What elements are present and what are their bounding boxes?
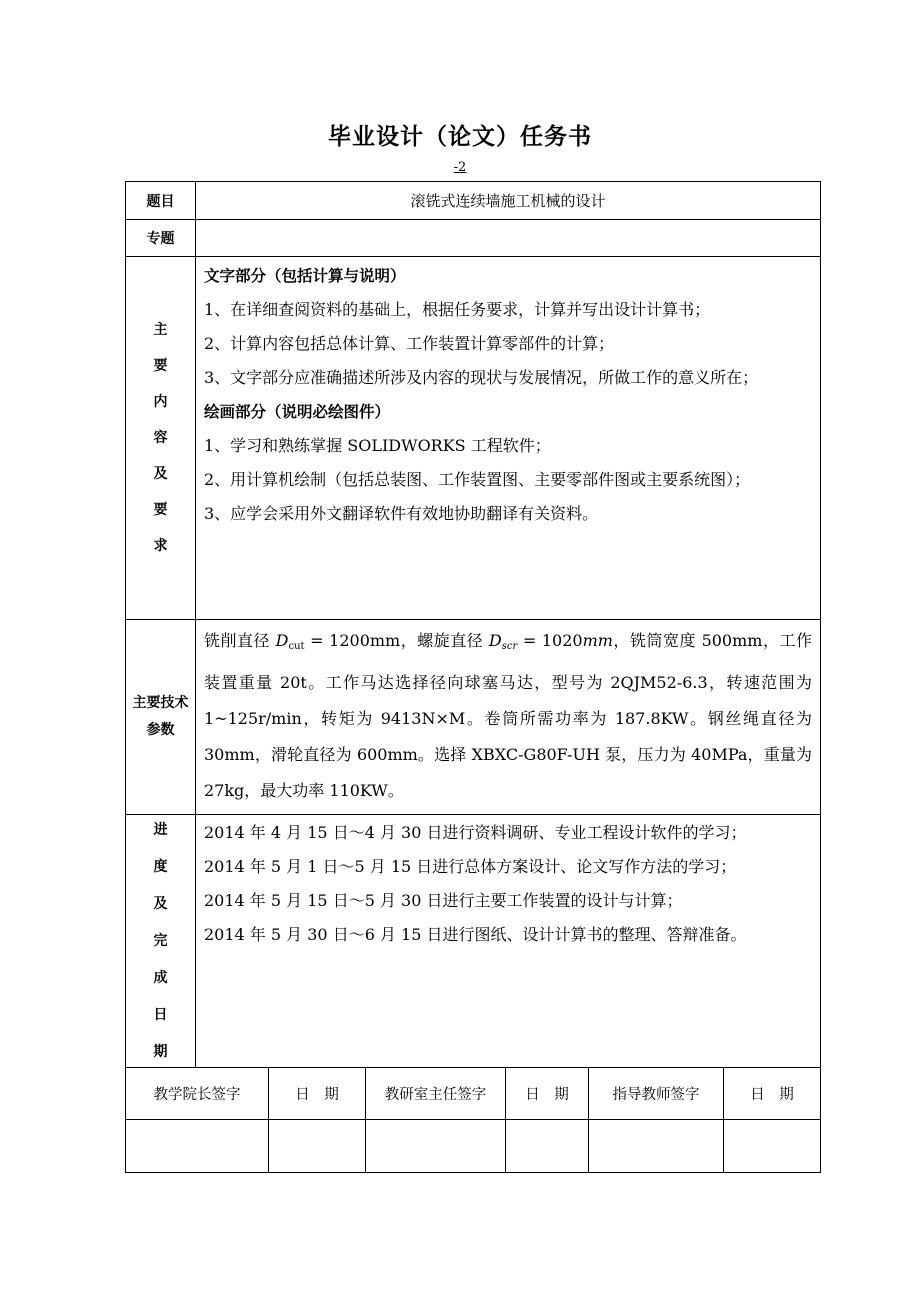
- special-label: 专题: [126, 220, 196, 256]
- draw-item: 1、学习和熟练掌握 SOLIDWORKS 工程软件；: [204, 436, 551, 455]
- params-content: [196, 620, 820, 814]
- requirements-label-char: 容: [153, 430, 168, 446]
- row-schedule: [126, 815, 820, 1067]
- schedule-label-char: 完: [153, 932, 168, 949]
- dean-sign-field[interactable]: [126, 1120, 269, 1172]
- dean-sign-label: 教学院长签字: [126, 1068, 269, 1119]
- schedule-item: 2014 年 5 月 15 日～5 月 30 日进行主要工作装置的设计与计算；: [204, 891, 683, 910]
- schedule-label-char: 成: [153, 969, 168, 986]
- draw-item: 3、应学会采用外文翻译软件有效地协助翻译有关资料。: [204, 504, 599, 523]
- page-title: 毕业设计（论文）任务书: [328, 124, 592, 150]
- row-params: [126, 620, 820, 815]
- director-sign-field[interactable]: [366, 1120, 506, 1172]
- draw-item: 2、用计算机绘制（包括总装图、工作装置图、主要零部件图或主要系统图）；: [204, 470, 751, 489]
- text-item: 2、计算内容包括总体计算、工作装置计算零部件的计算；: [204, 334, 615, 353]
- schedule-label-char: 度: [153, 858, 168, 875]
- params-label: 主要技术参数: [126, 620, 196, 814]
- requirements-label-char: 要: [153, 358, 168, 374]
- signature-blank-row: [126, 1120, 820, 1172]
- schedule-item: 2014 年 4 月 15 日～4 月 30 日进行资料调研、专业工程设计软件的学习；: [204, 823, 747, 842]
- date-field[interactable]: [724, 1120, 820, 1172]
- task-table: [125, 181, 821, 1173]
- schedule-label-char: 日: [153, 1006, 168, 1023]
- date-label: 日 期: [750, 1087, 794, 1103]
- topic-value: 滚铣式连续墙施工机械的设计: [410, 191, 606, 210]
- date-label: 日 期: [506, 1068, 589, 1119]
- director-sign-label: 教研室主任签字: [366, 1068, 506, 1119]
- requirements-content: [196, 257, 820, 619]
- row-special: [126, 220, 820, 257]
- topic-label: 题目: [126, 182, 196, 219]
- date-label: 日 期: [269, 1068, 366, 1119]
- advisor-sign-label: 指导教师签字: [589, 1068, 724, 1119]
- schedule-item: 2014 年 5 月 30 日～6 月 15 日进行图纸、设计计算书的整理、答辩准备。: [204, 925, 747, 944]
- row-requirements: [126, 257, 820, 620]
- requirements-label-char: 及: [153, 466, 168, 482]
- schedule-label-char: 及: [153, 895, 168, 912]
- requirements-label-char: 求: [153, 538, 168, 554]
- page-number: -2: [453, 160, 467, 175]
- params-text: 铣削直径 $D_{cut} = 1200mm$，螺旋直径 $D_{scr} = 1020mm$，铣筒宽度 500mm，工作装置重量 20t。工作马达选择径向球塞马达，型号为 2QJM52-6.3，转速范围为 1~125r/min，转矩为 9413N×M。卷筒所需功率为 187.8KW。钢丝绳直径为 30mm，滑轮直径为 600mm。选择 XBXC-G80F-UH 泵，压力为 40MPa，重量为 27kg，最大功率 110KW。: [204, 631, 812, 800]
- schedule-label-char: 期: [153, 1043, 168, 1060]
- requirements-label-char: 要: [153, 502, 168, 518]
- requirements-label-char: 主: [153, 322, 168, 338]
- signature-header-row: [126, 1067, 820, 1120]
- text-section-heading: 文字部分（包括计算与说明）: [204, 267, 406, 285]
- date-field[interactable]: [269, 1120, 366, 1172]
- requirements-label-char: 内: [153, 394, 168, 410]
- date-field[interactable]: [506, 1120, 589, 1172]
- schedule-label: [126, 815, 196, 1067]
- special-value: [196, 220, 820, 256]
- schedule-item: 2014 年 5 月 1 日～5 月 15 日进行总体方案设计、论文写作方法的学习；: [204, 857, 737, 876]
- schedule-content: [196, 815, 820, 1067]
- advisor-sign-field[interactable]: [589, 1120, 724, 1172]
- text-item: 1、在详细查阅资料的基础上，根据任务要求，计算并写出设计计算书；: [204, 300, 711, 319]
- schedule-label-char: 进: [153, 821, 168, 838]
- row-topic: [126, 182, 820, 220]
- requirements-label: [126, 257, 196, 619]
- text-item: 3、文字部分应准确描述所涉及内容的现状与发展情况，所做工作的意义所在；: [204, 368, 759, 387]
- draw-section-heading: 绘画部分（说明必绘图件）: [204, 403, 391, 421]
